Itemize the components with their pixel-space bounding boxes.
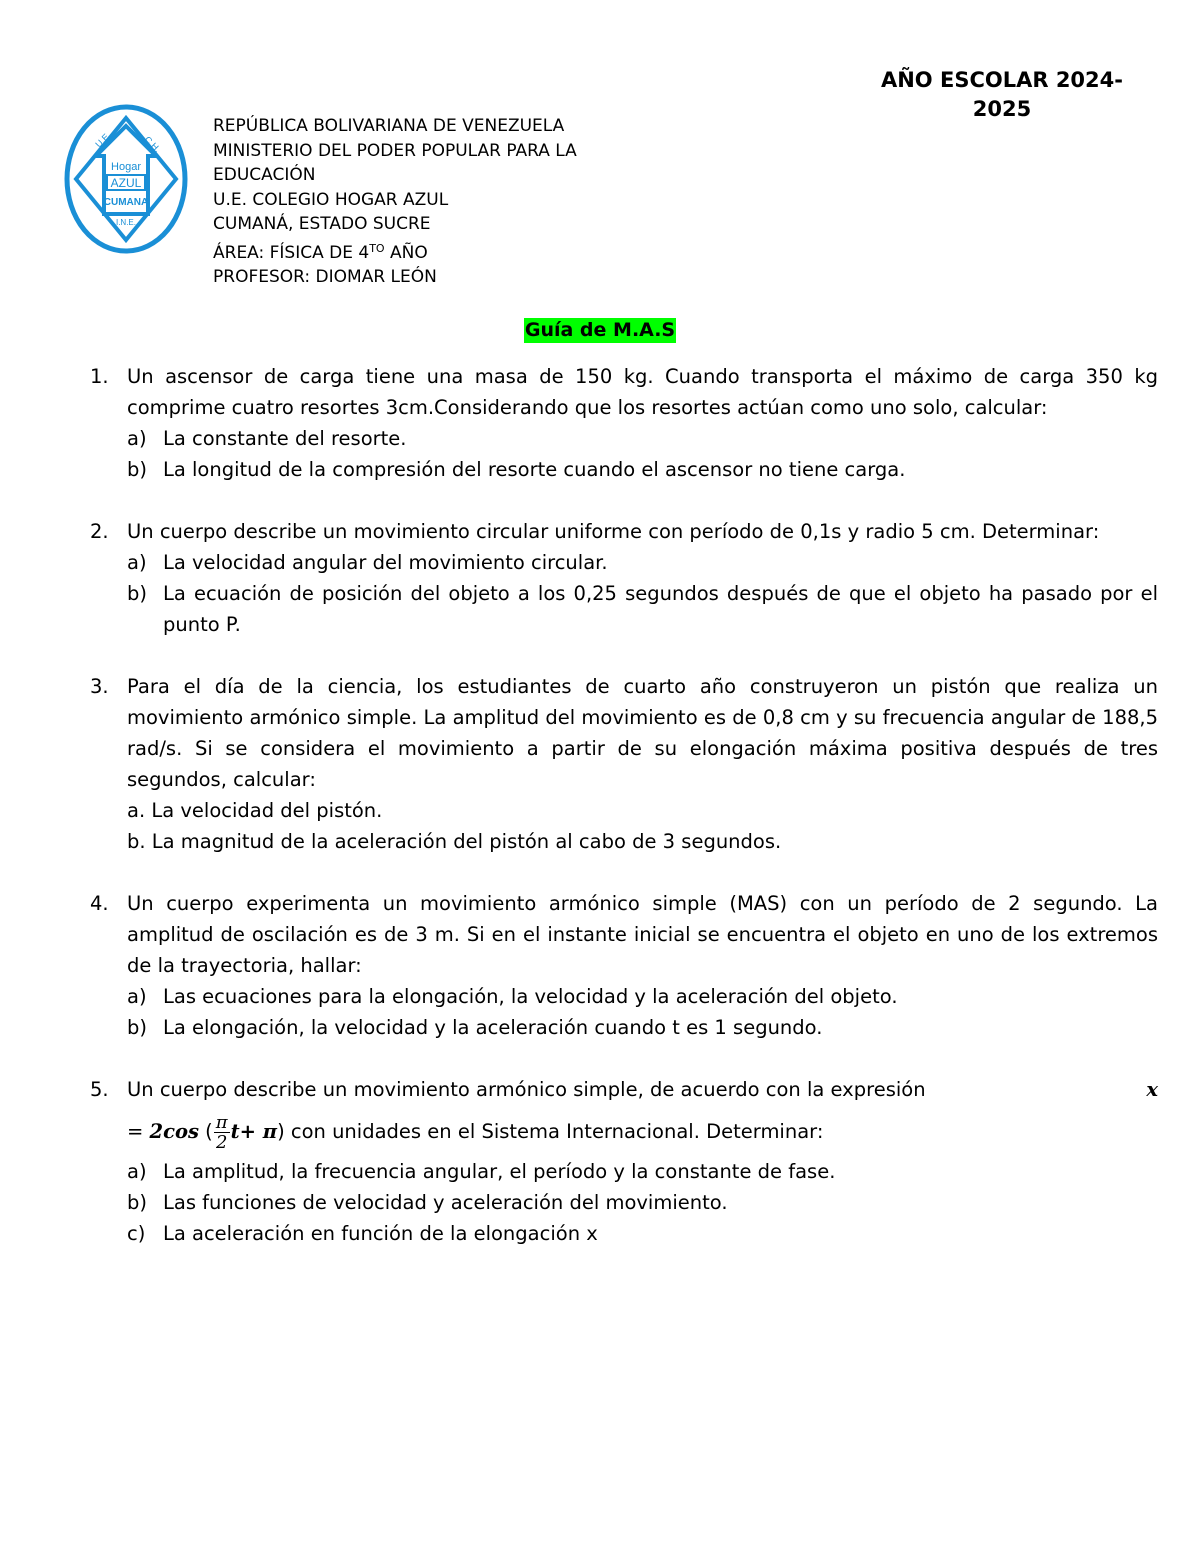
question-text-main: Un cuerpo describe un movimiento armónico simple, de acuerdo con la expresión <box>127 1078 926 1101</box>
area-text: ÁREA: FÍSICA DE 4 <box>213 242 370 263</box>
question-text: Para el día de la ciencia, los estudiantes de cuarto año construyeron un pistón que realiza un movimiento armónico simple. La amplitud del movimiento es de 0,8 cm y su frecuencia angular de 188,5 rad/s. Si se considera el movimiento a partir de su elongación máxima positiva después de tres segundos, calcular: <box>127 675 1158 791</box>
question-item <box>127 454 1158 485</box>
question-item <box>127 578 1158 640</box>
item-label: b) <box>127 1191 147 1214</box>
item-text: Las ecuaciones para la elongación, la velocidad y la aceleración del objeto. <box>163 985 898 1008</box>
question-list <box>90 361 1158 1249</box>
item-label: b) <box>127 458 147 481</box>
logo-text-ine: I.N.E. <box>115 218 137 227</box>
logo-text-ch: C.H. <box>142 134 163 155</box>
question-4 <box>90 888 1158 1043</box>
logo-text-azul: AZUL <box>110 176 142 190</box>
header-line-education: EDUCACIÓN <box>213 165 316 185</box>
question-item <box>127 547 1158 578</box>
item-text: La velocidad angular del movimiento circular. <box>163 551 608 574</box>
question-number: 4. <box>90 892 109 915</box>
formula-cos: 2cos <box>149 1120 199 1143</box>
item-label: a) <box>127 985 147 1008</box>
question-number: 1. <box>90 365 109 388</box>
question-item: b. La magnitud de la aceleración del pistón al cabo de 3 segundos. <box>127 830 782 853</box>
item-label: a) <box>127 1160 147 1183</box>
school-logo-graphic <box>64 104 188 254</box>
header-line-teacher: PROFESOR: DIOMAR LEÓN <box>213 267 437 287</box>
question-2 <box>90 516 1158 640</box>
question-text: Un cuerpo describe un movimiento circular uniforme con período de 0,1s y radio 5 cm. Determinar: <box>127 520 1100 543</box>
school-year <box>840 66 1164 124</box>
question-number: 3. <box>90 675 109 698</box>
item-text: La elongación, la velocidad y la aceleración cuando t es 1 segundo. <box>163 1016 823 1039</box>
item-text: La constante del resorte. <box>163 427 407 450</box>
question-item <box>127 1187 1158 1218</box>
question-number: 5. <box>90 1078 109 1101</box>
item-text: La aceleración en función de la elongación x <box>163 1222 598 1245</box>
question-1 <box>90 361 1158 485</box>
logo-text-cumana: CUMANA <box>103 197 149 208</box>
formula-fraction <box>214 1113 230 1152</box>
question-5 <box>90 1074 1158 1249</box>
title-container <box>0 318 1200 343</box>
header-line-area <box>213 237 683 266</box>
question-item <box>127 1012 1158 1043</box>
question-text: Un ascensor de carga tiene una masa de 150 kg. Cuando transporta el máximo de carga 350 kg comprime cuatro resortes 3cm.Considerando que los resortes actúan como uno solo, calcular: <box>127 365 1158 419</box>
item-text: Las funciones de velocidad y aceleración del movimiento. <box>163 1191 728 1214</box>
question-item <box>127 423 1158 454</box>
item-label: c) <box>127 1222 146 1245</box>
question-item <box>127 1156 1158 1187</box>
question-number: 2. <box>90 520 109 543</box>
logo-text-ue: U.E. <box>93 129 113 150</box>
formula-line <box>127 1113 1158 1152</box>
question-item <box>127 981 1158 1012</box>
school-year-line2: 2025 <box>972 97 1032 121</box>
school-year-line1: AÑO ESCOLAR 2024- <box>880 68 1123 92</box>
question-text: Un cuerpo experimenta un movimiento armónico simple (MAS) con un período de 2 segundo. La amplitud de oscilación es de 3 m. Si en el instante inicial se encuentra el objeto en uno de los extremos de la trayectoria, hallar: <box>127 892 1158 977</box>
item-label: a) <box>127 427 147 450</box>
guide-title: Guía de M.A.S <box>524 319 676 341</box>
formula-rest: ) con unidades en el Sistema Internacional. Determinar: <box>277 1120 824 1143</box>
item-label: b) <box>127 1016 147 1039</box>
fraction-denominator: 2 <box>215 1132 228 1153</box>
area-superscript: TO <box>369 241 385 255</box>
question-item <box>127 1218 1158 1249</box>
school-header <box>213 114 683 290</box>
question-item: a. La velocidad del pistón. <box>127 799 383 822</box>
formula-equals: = <box>127 1120 150 1143</box>
item-label: b) <box>127 582 147 605</box>
question-3 <box>90 671 1158 857</box>
item-text: La longitud de la compresión del resorte cuando el ascensor no tiene carga. <box>163 458 906 481</box>
header-line-republic: REPÚBLICA BOLIVARIANA DE VENEZUELA <box>213 116 565 136</box>
formula-t-plus-pi: t+ π <box>230 1120 278 1143</box>
header-line-location: CUMANÁ, ESTADO SUCRE <box>213 214 431 234</box>
question-text <box>127 1074 1158 1105</box>
school-logo <box>64 104 188 254</box>
logo-text-hogar: Hogar <box>111 161 141 173</box>
item-label: a) <box>127 551 147 574</box>
header-line-ministry: MINISTERIO DEL PODER POPULAR PARA LA <box>213 140 577 161</box>
formula-variable-x: x <box>1146 1078 1158 1101</box>
item-text: La amplitud, la frecuencia angular, el período y la constante de fase. <box>163 1160 836 1183</box>
header-line-school: U.E. COLEGIO HOGAR AZUL <box>213 189 449 210</box>
fraction-numerator: π <box>215 1112 228 1133</box>
item-text: La ecuación de posición del objeto a los 0,25 segundos después de que el objeto ha pasado por el punto P. <box>163 582 1158 636</box>
formula-open-paren: ( <box>198 1120 213 1143</box>
area-text-end: AÑO <box>384 242 428 263</box>
